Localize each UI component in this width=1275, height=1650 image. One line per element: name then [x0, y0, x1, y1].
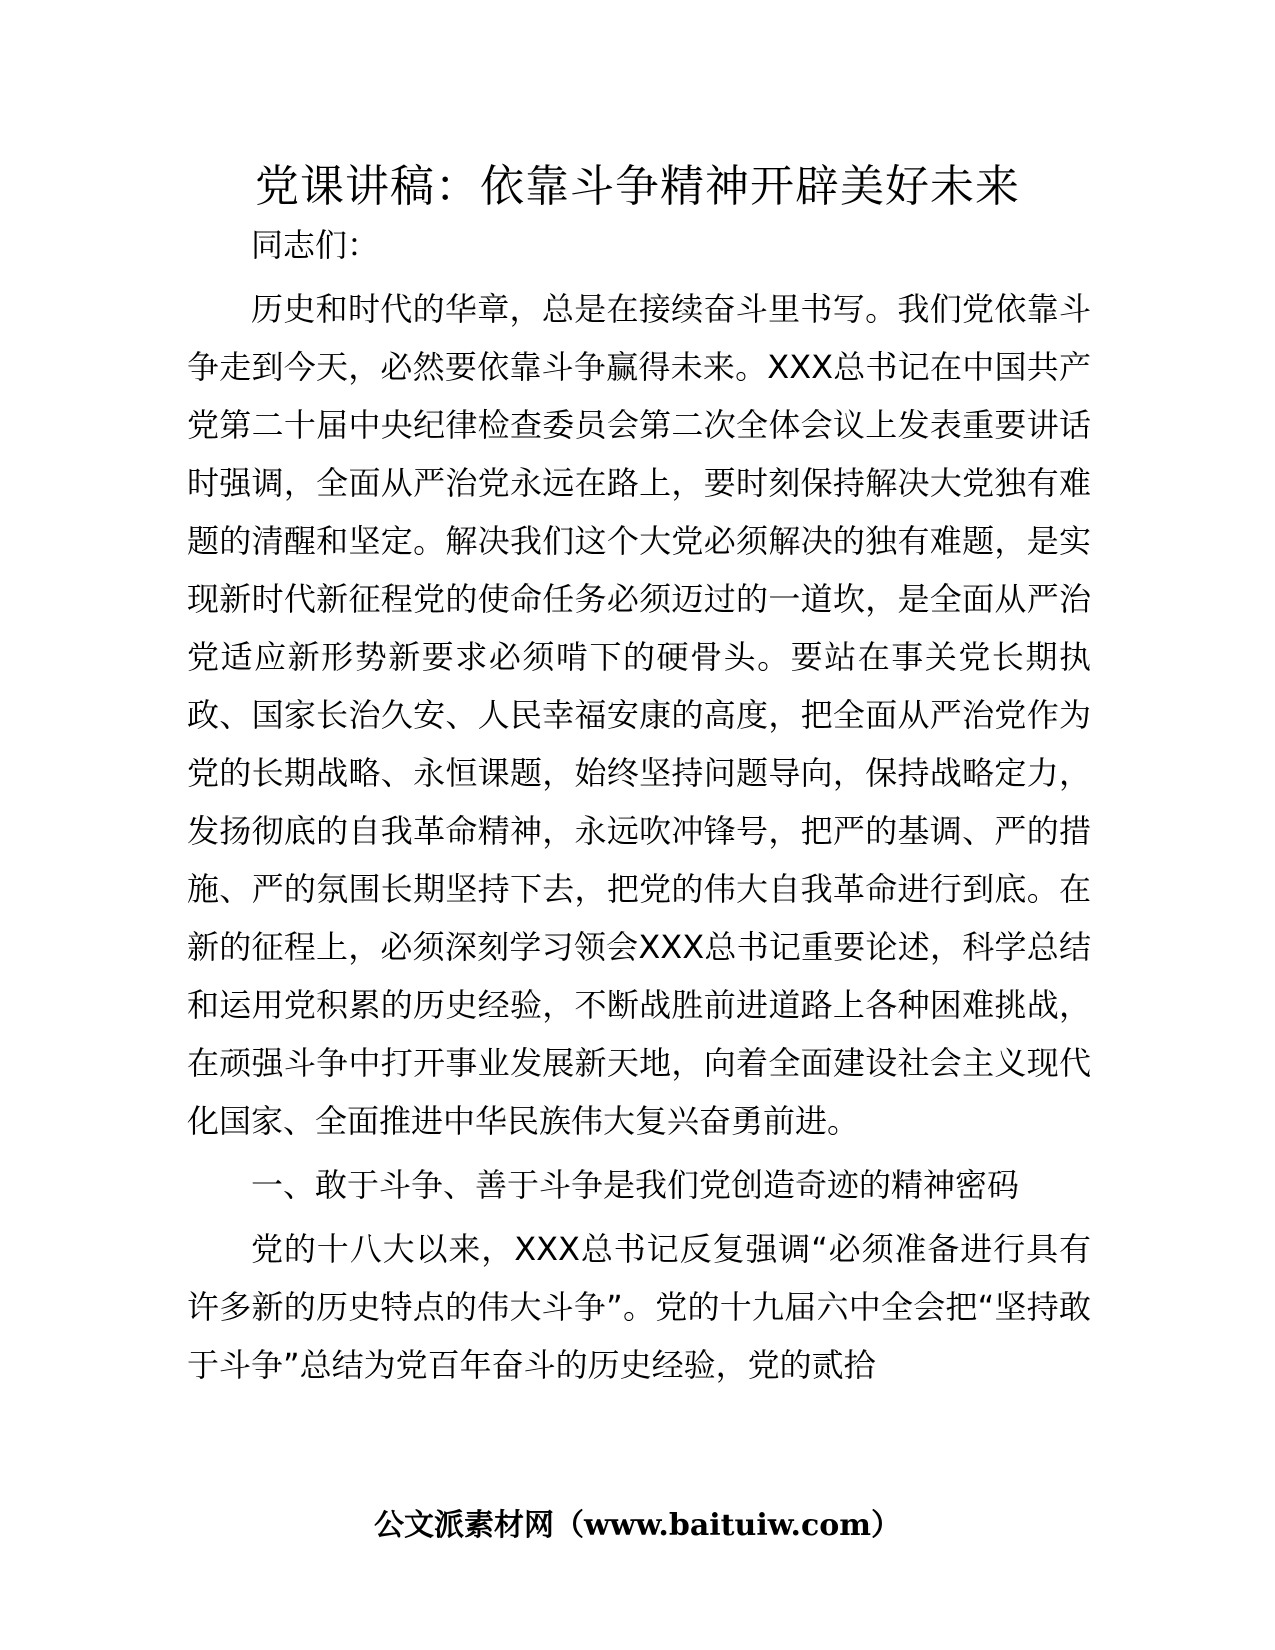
document-title: 党课讲稿：依靠斗争精神开辟美好未来 [255, 161, 1020, 212]
footer-watermark: 公文派素材网（www.baituiw.com） [373, 1508, 902, 1543]
body-paragraph: 历史和时代的华章，总是在接续奋斗里书写。我们党依靠斗争走到今天，必然要依靠斗争赢得未来。XXX总书记在中国共产党第二十届中央纪律检查委员会第二次全体会议上发表重要讲话时强调，全面从严治党永远在路上，要时刻保持解决大党独有难题的清醒和坚定。解决我们这个大党必须解决的独有难题，是实现新时代新征程党的使命任务必须迈过的一道坎，是全面从严治党适应新形势新要求必须啃下的硬骨头。要站在事关党长期执政、国家长治久安、人民幸福安康的高度，把全面从严治党作为党的长期战略、永恒课题，始终坚持问题导向，保持战略定力，发扬彻底的自我革命精神，永远吹冲锋号，把严的基调、严的措施、严的氛围长期坚持下去，把党的伟大自我革命进行到底。在新的征程上，必须深刻学习领会XXX总书记重要论述，科学总结和运用党积累的历史经验，不断战胜前进道路上各种困难挑战，在顽强斗争中打开事业发展新天地，向着全面建设社会主义现代化国家、全面推进中华民族伟大复兴奋勇前进。 [187, 290, 1091, 1140]
document-body [187, 216, 1091, 1400]
body-paragraph: 党的十八大以来，XXX总书记反复强调“必须准备进行具有许多新的历史特点的伟大斗争”。党的十九届六中全会把“坚持敢于斗争”总结为党百年奋斗的历史经验，党的贰拾 [187, 1230, 1091, 1384]
greeting-line: 同志们： [251, 226, 380, 264]
section-heading: 一、敢于斗争、善于斗争是我们党创造奇迹的精神密码 [251, 1166, 1020, 1204]
